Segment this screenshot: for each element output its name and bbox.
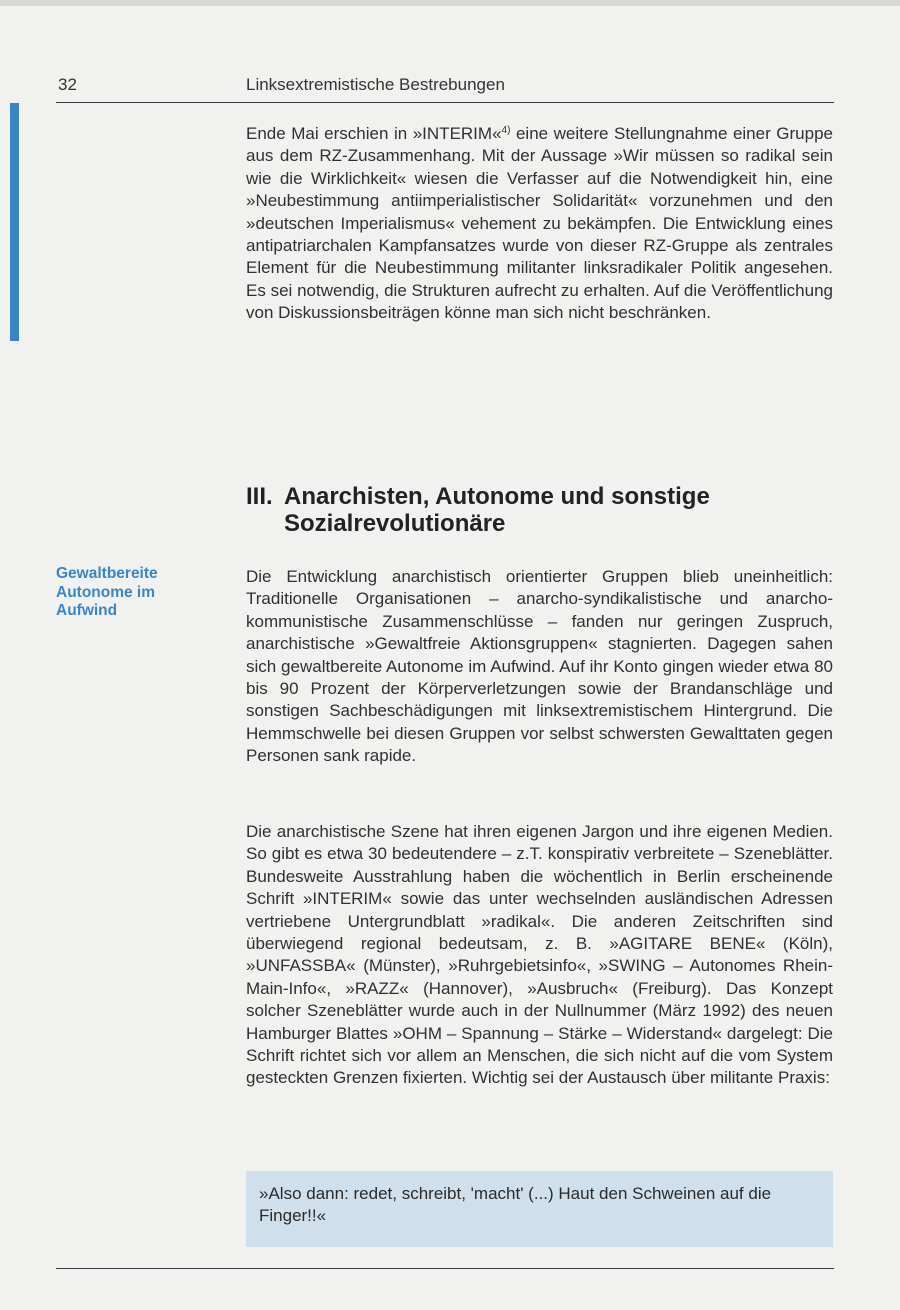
footnote-reference: 4)	[501, 125, 511, 136]
margin-note-line-2: Autonome im	[56, 583, 156, 601]
chapter-marker-bar	[10, 103, 19, 341]
paragraph-scene-media: Die anarchistische Szene hat ihren eigenen Jargon und ihre eigenen Medien. So gibt es etwa 30 bedeutendere – z.T. konspirativ verbreitete – Szeneblätter. Bundesweite Ausstrahlung haben die wöchentlich in Berlin erscheinende Schrift »INTERIM« sowie das unter wechselnden ausländischen Adressen vertriebene Untergrundblatt »radikal«. Die anderen Zeitschriften sind überwiegend regional bedeutsam, z. B. »AGITARE BENE« (Köln), »UNFASSBA« (Münster), »Ruhrgebietsinfo«, »SWING – Autonomes Rhein-Main-Info«, »RAZZ« (Hannover), »Ausbruch« (Freiburg). Das Konzept solcher Szeneblätter wurde auch in der Nullnummer (März 1992) des neuen Hamburger Blattes »OHM – Spannung – Stärke – Widerstand« dargelegt: Die Schrift richtet sich vor allem an Menschen, die sich nicht auf die vom System gesteckten Grenzen fixierten. Wichtig sei der Austausch über militante Praxis:	[246, 822, 833, 1088]
margin-note-line-3: Aufwind	[56, 602, 118, 619]
paragraph-text-rest: eine weitere Stellungnahme einer Gruppe aus dem RZ-Zusammenhang. Mit der Aussage »Wir müssen so radikal sein wie die Wirklichkeit« wiesen die Verfasser auf die Notwendigkeit hin, eine »Neubestimmung antiimperialistischer Solidarität« vorzunehmen und den »deutschen Imperialismus« vehement zu bekämpfen. Die Entwicklung eines antipatriarchalen Kampfansatzes wurde von dieser RZ-Gruppe als zentrales Element für die Neubestimmung militanter linksradikaler Politik angesehen. Es sei notwendig, die Strukturen aufrecht zu erhalten. Auf die Veröffentlichung von Diskussionsbeiträgen könne man sich nicht beschränken.	[246, 124, 833, 323]
footer-rule	[56, 1268, 834, 1269]
section-heading	[246, 483, 833, 537]
section-number: III.	[246, 483, 273, 510]
running-header-title: Linksextremistische Bestrebungen	[246, 75, 505, 94]
page-top-edge	[0, 0, 900, 6]
margin-note-line-1: Gewaltbereite	[56, 565, 158, 582]
section-title-line-1: Anarchisten, Autonome und sonstige	[284, 483, 710, 510]
section-title-line-2: Sozialrevolutionäre	[284, 510, 506, 537]
page-number: 32	[58, 75, 77, 94]
header-rule	[56, 102, 834, 103]
paragraph-interim-statement	[246, 123, 833, 325]
paragraph-text-start: Ende Mai erschien in »INTERIM«	[246, 124, 502, 143]
paragraph-anarchist-groups: Die Entwicklung anarchistisch orientierter Gruppen blieb uneinheitlich: Traditionelle Organisationen – anarcho-syndikalistische und anarcho-kommunistische Zusammenschlüsse – fanden nur geringen Zuspruch, anarchistische »Gewaltfreie Aktionsgruppen« stagnierten. Dagegen sahen sich gewaltbereite Autonome im Aufwind. Auf ihr Konto gingen wieder etwa 80 bis 90 Prozent der Körperverletzungen sowie der Brandanschläge und sonstigen Sachbeschädigungen mit linksextremistischem Hintergrund. Die Hemmschwelle bei diesen Gruppen vor selbst schwersten Gewalttaten gegen Personen sank rapide.	[246, 567, 833, 766]
margin-note	[56, 565, 196, 621]
quote-text: »Also dann: redet, schreibt, 'macht' (...) Haut den Schweinen auf die Finger!!«	[259, 1184, 772, 1226]
